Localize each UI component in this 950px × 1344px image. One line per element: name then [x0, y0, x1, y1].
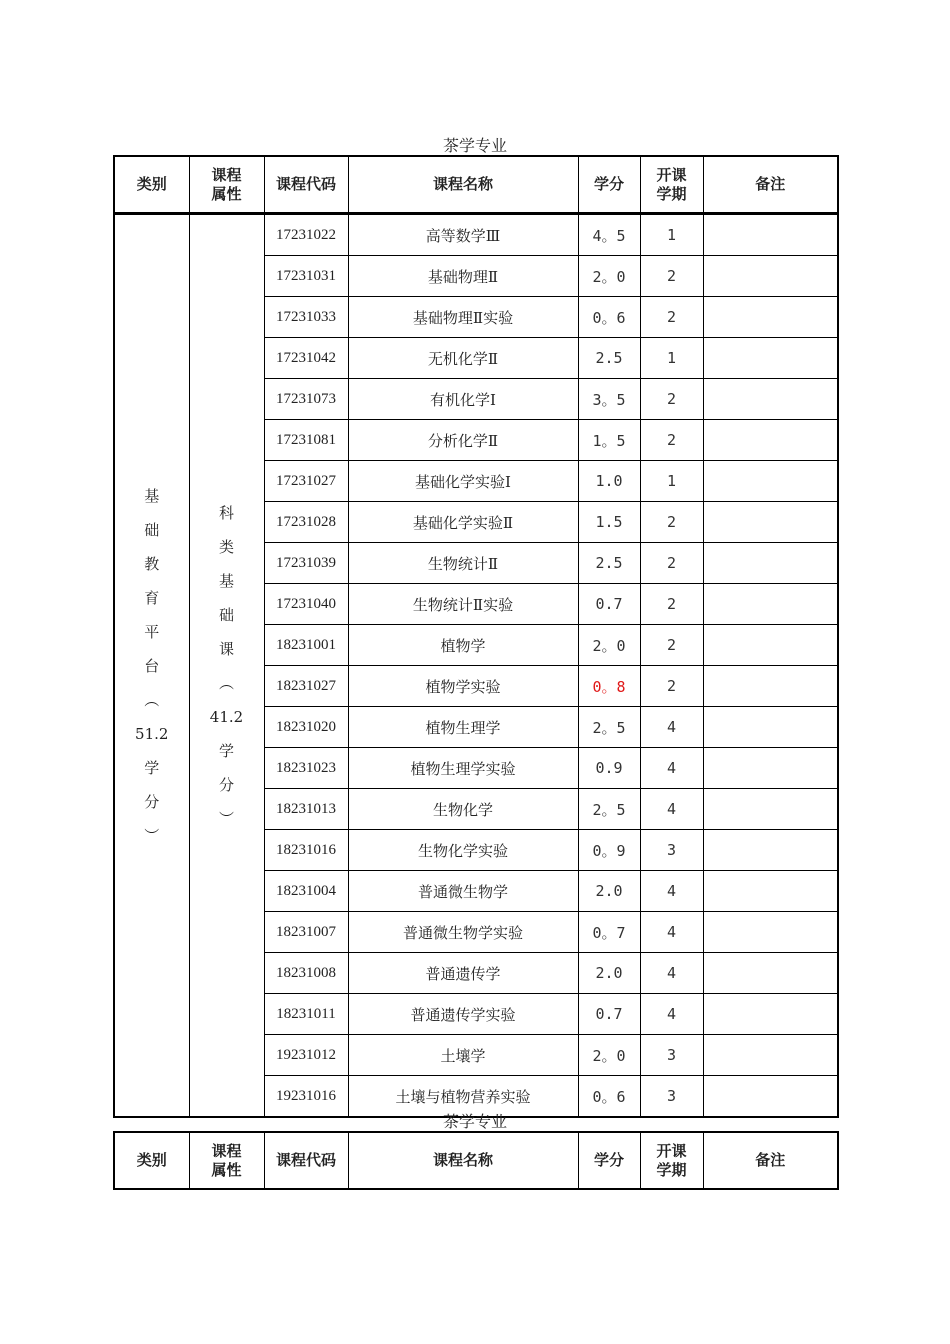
attribute-char: 科: [218, 503, 234, 522]
course-name: 植物生理学实验: [348, 748, 578, 789]
course-name: 普通微生物学: [348, 871, 578, 912]
course-term: 2: [640, 297, 703, 338]
attribute-char: 分: [218, 775, 234, 794]
attribute-char: 课: [218, 639, 234, 658]
category-char: 教: [144, 554, 160, 573]
course-code: 19231012: [264, 1035, 348, 1076]
course-code: 17231042: [264, 338, 348, 379]
category-char: ︶: [144, 826, 160, 845]
course-credit: 1。5: [578, 420, 640, 461]
course-credit: 0。7: [578, 912, 640, 953]
course-credit: 2。0: [578, 256, 640, 297]
table-caption: 茶学专业: [442, 136, 507, 155]
course-note: [703, 297, 838, 338]
course-credit: 2。5: [578, 707, 640, 748]
course-term: 2: [640, 625, 703, 666]
header-code: 课程代码: [264, 156, 348, 213]
course-name: 土壤与植物营养实验: [348, 1076, 578, 1118]
course-note: [703, 338, 838, 379]
attribute-char: 基: [218, 571, 234, 590]
course-name: 高等数学Ⅲ: [348, 215, 578, 256]
course-note: [703, 748, 838, 789]
attribute-char: ︵: [218, 673, 234, 692]
attribute-char: 类: [218, 537, 234, 556]
course-code: 18231013: [264, 789, 348, 830]
category-char: ︵: [144, 690, 160, 709]
course-term: 1: [640, 461, 703, 502]
course-term: 1: [640, 215, 703, 256]
course-credit: 0.7: [578, 994, 640, 1035]
header-code: 课程代码: [264, 1132, 348, 1189]
course-term: 2: [640, 256, 703, 297]
table-header: [113, 155, 839, 214]
course-credit: 2。0: [578, 1035, 640, 1076]
course-term: 2: [640, 584, 703, 625]
course-credit: 0.7: [578, 584, 640, 625]
course-note: [703, 584, 838, 625]
course-code: 18231027: [264, 666, 348, 707]
category-char: 分: [144, 792, 160, 811]
course-name: 普通遗传学实验: [348, 994, 578, 1035]
header-category: 类别: [114, 1132, 189, 1189]
course-code: 19231016: [264, 1076, 348, 1118]
course-term: 1: [640, 338, 703, 379]
course-credit: 1.0: [578, 461, 640, 502]
course-note: [703, 461, 838, 502]
course-term: 4: [640, 707, 703, 748]
course-term: 2: [640, 502, 703, 543]
course-code: 17231040: [264, 584, 348, 625]
course-table: [113, 214, 839, 1118]
category-char: 础: [144, 520, 160, 539]
course-name: 有机化学Ⅰ: [348, 379, 578, 420]
course-credit: 3。5: [578, 379, 640, 420]
header-term: 开课 学期: [640, 1132, 703, 1189]
attribute-char: 础: [218, 605, 234, 624]
course-name: 无机化学Ⅱ: [348, 338, 578, 379]
attribute-cell: [189, 215, 264, 1118]
table-row: [114, 215, 838, 256]
course-note: [703, 912, 838, 953]
course-note: [703, 1076, 838, 1118]
course-code: 18231016: [264, 830, 348, 871]
course-credit: 1.5: [578, 502, 640, 543]
course-code: 18231020: [264, 707, 348, 748]
course-code: 18231008: [264, 953, 348, 994]
course-credit: 4。5: [578, 215, 640, 256]
table-caption-continued: 茶学专业: [442, 1112, 507, 1131]
category-char: 51.2: [135, 724, 169, 743]
course-name: 植物生理学: [348, 707, 578, 748]
header-term: 开课 学期: [640, 156, 703, 213]
course-code: 18231001: [264, 625, 348, 666]
course-name: 生物化学实验: [348, 830, 578, 871]
course-term: 4: [640, 871, 703, 912]
course-note: [703, 830, 838, 871]
course-note: [703, 215, 838, 256]
course-term: 4: [640, 953, 703, 994]
course-credit: 2.0: [578, 871, 640, 912]
category-cell: [114, 215, 189, 1118]
course-name: 普通遗传学: [348, 953, 578, 994]
category-char: 台: [144, 656, 160, 675]
course-term: 2: [640, 666, 703, 707]
course-name: 生物统计Ⅱ: [348, 543, 578, 584]
header-credit: 学分: [578, 156, 640, 213]
header-category: 类别: [114, 156, 189, 213]
header-name: 课程名称: [348, 156, 578, 213]
course-credit: 2.0: [578, 953, 640, 994]
course-term: 4: [640, 789, 703, 830]
course-term: 2: [640, 420, 703, 461]
course-note: [703, 953, 838, 994]
course-term: 4: [640, 994, 703, 1035]
course-name: 基础化学实验Ⅰ: [348, 461, 578, 502]
course-name: 生物化学: [348, 789, 578, 830]
course-credit: 0。6: [578, 297, 640, 338]
table-header-continued: [113, 1131, 839, 1190]
course-name: 生物统计Ⅱ实验: [348, 584, 578, 625]
course-note: [703, 502, 838, 543]
course-code: 17231039: [264, 543, 348, 584]
course-note: [703, 994, 838, 1035]
course-term: 4: [640, 912, 703, 953]
course-code: 17231073: [264, 379, 348, 420]
category-char: 基: [144, 486, 160, 505]
course-note: [703, 379, 838, 420]
course-note: [703, 625, 838, 666]
course-name: 分析化学Ⅱ: [348, 420, 578, 461]
course-name: 基础物理Ⅱ实验: [348, 297, 578, 338]
course-code: 17231033: [264, 297, 348, 338]
course-code: 18231004: [264, 871, 348, 912]
header-attribute: 课程 属性: [189, 156, 264, 213]
course-code: 17231028: [264, 502, 348, 543]
header-note: 备注: [703, 156, 838, 213]
course-name: 植物学: [348, 625, 578, 666]
course-note: [703, 543, 838, 584]
course-credit: 0.9: [578, 748, 640, 789]
course-note: [703, 420, 838, 461]
course-credit: 0。6: [578, 1076, 640, 1118]
course-name: 土壤学: [348, 1035, 578, 1076]
course-term: 2: [640, 543, 703, 584]
course-note: [703, 871, 838, 912]
category-char: 学: [144, 758, 160, 777]
attribute-char: 41.2: [209, 707, 244, 726]
attribute-char: ︶: [218, 809, 234, 828]
course-code: 17231081: [264, 420, 348, 461]
category-char: 平: [144, 622, 160, 641]
course-credit: 2。5: [578, 789, 640, 830]
course-name: 基础物理Ⅱ: [348, 256, 578, 297]
course-code: 18231007: [264, 912, 348, 953]
course-name: 植物学实验: [348, 666, 578, 707]
course-term: 3: [640, 830, 703, 871]
course-note: [703, 666, 838, 707]
course-code: 17231022: [264, 215, 348, 256]
course-credit: 2。0: [578, 625, 640, 666]
course-code: 18231023: [264, 748, 348, 789]
category-char: 育: [144, 588, 160, 607]
course-credit: 0。8: [578, 666, 640, 707]
header-name: 课程名称: [348, 1132, 578, 1189]
course-term: 3: [640, 1076, 703, 1118]
course-code: 17231031: [264, 256, 348, 297]
course-name: 基础化学实验Ⅱ: [348, 502, 578, 543]
course-name: 普通微生物学实验: [348, 912, 578, 953]
course-note: [703, 707, 838, 748]
course-term: 2: [640, 379, 703, 420]
course-term: 4: [640, 748, 703, 789]
course-note: [703, 1035, 838, 1076]
course-term: 3: [640, 1035, 703, 1076]
course-note: [703, 789, 838, 830]
header-credit: 学分: [578, 1132, 640, 1189]
course-code: 17231027: [264, 461, 348, 502]
course-note: [703, 256, 838, 297]
header-attribute: 课程 属性: [189, 1132, 264, 1189]
course-credit: 2.5: [578, 338, 640, 379]
attribute-char: 学: [218, 741, 234, 760]
course-code: 18231011: [264, 994, 348, 1035]
course-credit: 2.5: [578, 543, 640, 584]
course-credit: 0。9: [578, 830, 640, 871]
header-note: 备注: [703, 1132, 838, 1189]
